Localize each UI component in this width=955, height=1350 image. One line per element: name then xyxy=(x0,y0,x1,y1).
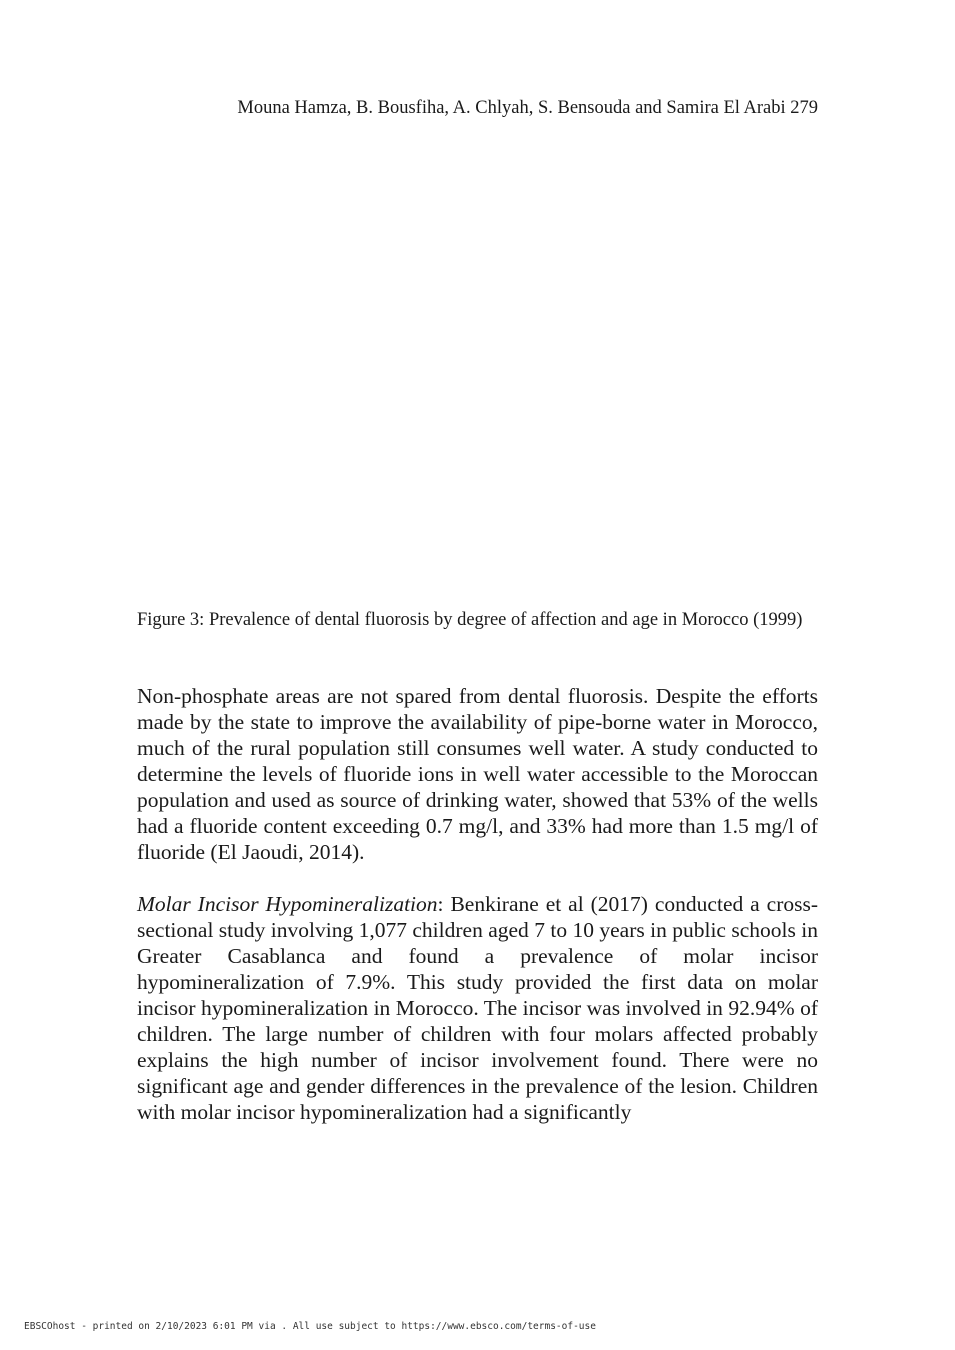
paragraph-2-lead-term: Molar Incisor Hypomineralization xyxy=(137,892,438,916)
body-paragraph-2 xyxy=(137,891,818,1125)
running-header: Mouna Hamza, B. Bousfiha, A. Chlyah, S. Bensouda and Samira El Arabi 279 xyxy=(237,98,818,118)
figure-caption: Figure 3: Prevalence of dental fluorosis by degree of affection and age in Morocco (1999) xyxy=(137,610,803,630)
figure-placeholder xyxy=(137,150,818,590)
paragraph-2-text: : Benkirane et al (2017) conducted a cross-sectional study involving 1,077 children aged 7 to 10 years in public schools in Greater Casablanca and found a prevalence of molar incisor hypomineralization of 7.9%. This study provided the first data on molar incisor hypomineralization in Morocco. The incisor was involved in 92.94% of children. The large number of children with four molars affected probably explains the high number of incisor involvement found. There were no significant age and gender differences in the prevalence of the lesion. Children with molar incisor hypomineralization had a significantly xyxy=(137,892,818,1124)
body-paragraph-1: Non-phosphate areas are not spared from dental fluorosis. Despite the efforts made by the state to improve the availability of pipe-borne water in Morocco, much of the rural population still consumes well water. A study conducted to determine the levels of fluoride ions in well water accessible to the Moroccan population and used as source of drinking water, showed that 53% of the wells had a fluoride content exceeding 0.7 mg/l, and 33% had more than 1.5 mg/l of fluoride (El Jaoudi, 2014). xyxy=(137,684,818,864)
print-footer-notice: EBSCOhost - printed on 2/10/2023 6:01 PM via . All use subject to https://www.ebsco.com/terms-of-use xyxy=(24,1321,596,1332)
